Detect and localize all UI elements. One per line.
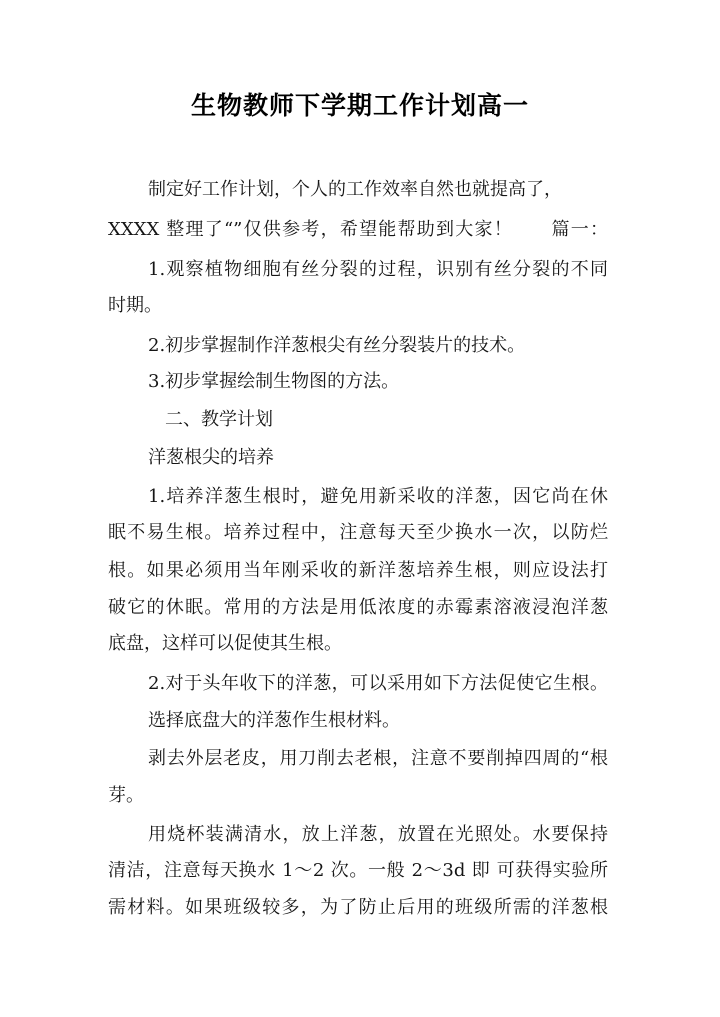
- paragraph-line: 2.初步掌握制作洋葱根尖有丝分裂装片的技术。: [148, 335, 526, 356]
- paragraph-line: 1.培养洋葱生根时，避免用新采收的洋葱，因它尚在休: [148, 486, 608, 507]
- paragraph-line: 芽。: [108, 785, 144, 806]
- paragraph-line: 时期。: [108, 295, 162, 316]
- paragraph-line: 1.观察植物细胞有丝分裂的过程，识别有丝分裂的不同: [148, 259, 608, 280]
- paragraph-line: 眠不易生根。培养过程中，注意每天至少换水一次，以防烂: [108, 522, 608, 543]
- paragraph-line: 2.对于头年收下的洋葱，可以采用如下方法促使它生根。: [148, 673, 608, 694]
- subheading: 洋葱根尖的培养: [148, 447, 274, 468]
- paragraph-line: 用烧杯装满清水，放上洋葱，放置在光照处。水要保持: [148, 824, 608, 845]
- paragraph-line: 3.初步掌握绘制生物图的方法。: [148, 371, 400, 392]
- paragraph-line: 根。如果必须用当年刚采收的新洋葱培养生根，则应设法打: [108, 560, 608, 581]
- section-heading: 二、教学计划: [165, 409, 273, 430]
- paragraph-line: 破它的休眠。常用的方法是用低浓度的赤霉素溶液浸泡洋葱: [108, 597, 608, 618]
- paragraph-line: XXXX 整理了“”仅供参考，希望能帮助到大家！ 篇一：: [108, 219, 608, 240]
- paragraph-line: 剥去外层老皮，用刀削去老根，注意不要削掉四周的“根: [148, 748, 608, 769]
- paragraph-line: 底盘，这样可以促使其生根。: [108, 633, 342, 654]
- paragraph-line: 需材料。如果班级较多，为了防止后用的班级所需的洋葱根: [108, 897, 608, 918]
- paragraph-line: 制定好工作计划，个人的工作效率自然也就提高了，: [148, 179, 562, 200]
- paragraph-line: 选择底盘大的洋葱作生根材料。: [148, 710, 400, 731]
- document-title: 生物教师下学期工作计划高一: [190, 91, 529, 120]
- paragraph-line: 清洁，注意每天换水 1～2 次。一般 2～3d 即 可获得实验所: [108, 860, 608, 881]
